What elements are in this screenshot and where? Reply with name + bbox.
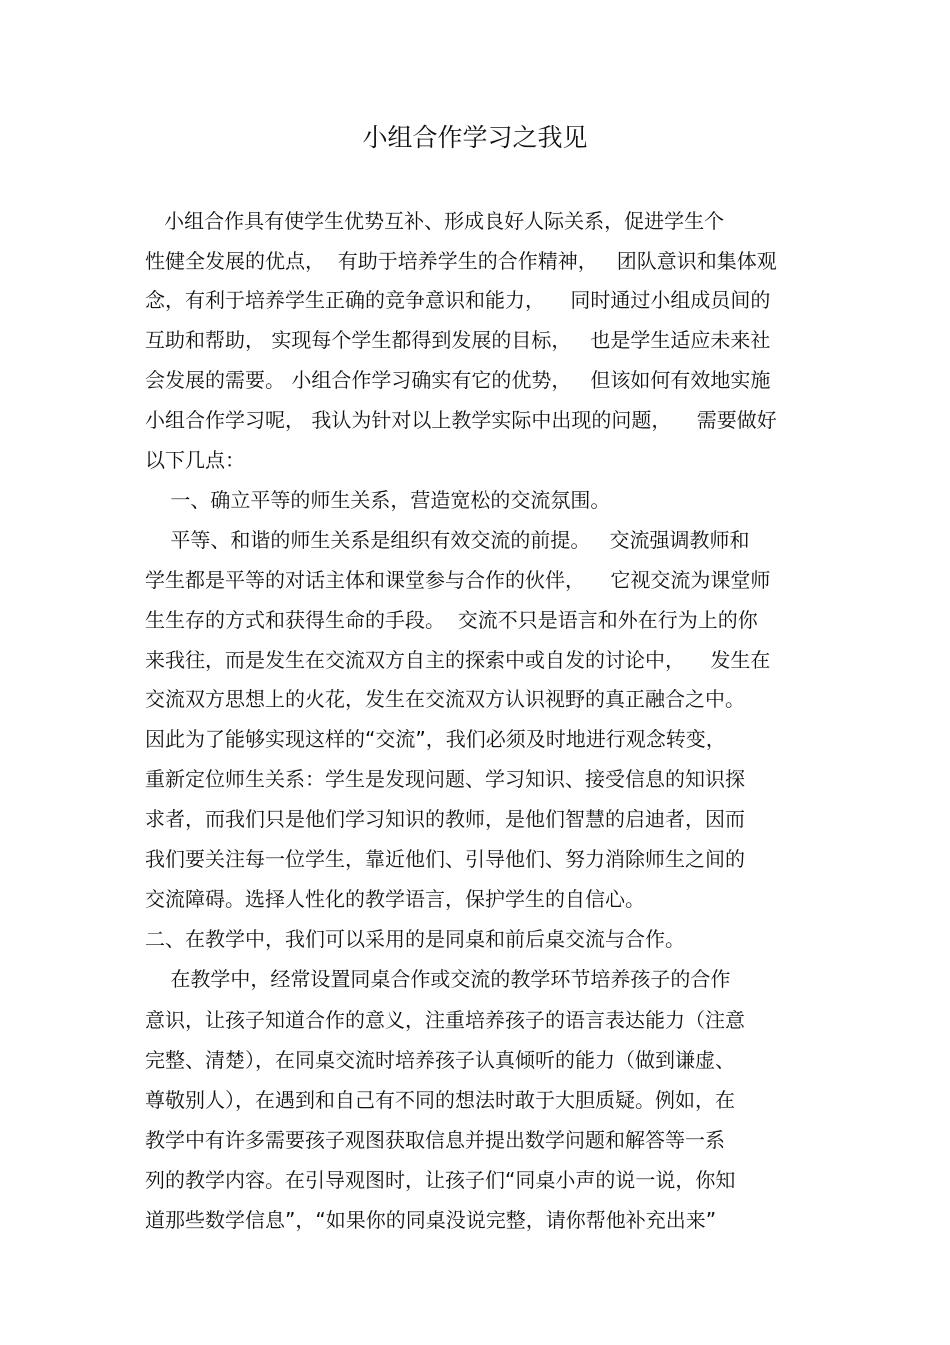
text-line: 因此为了能够实现这样的“交流”，我们必须及时地进行观念转变， bbox=[145, 727, 726, 751]
section-heading: 一、确立平等的师生关系，营造宽松的交流氛围。 bbox=[145, 488, 611, 512]
text-line: 来我往，而是发生在交流双方自主的探索中或自发的讨论中， 发生在 bbox=[145, 648, 771, 672]
text-line: 交流障碍。选择人性化的教学语言，保护学生的自信心。 bbox=[145, 887, 645, 911]
text-line: 念，有利于培养学生正确的竞争意识和能力， 同时通过小组成员间的 bbox=[145, 288, 771, 312]
text-line: 意识，让孩子知道合作的意义，注重培养孩子的语言表达能力（注意 bbox=[145, 1008, 745, 1032]
text-line: 小组合作学习呢， 我认为针对以上教学实际中出现的问题， 需要做好 bbox=[145, 408, 777, 432]
text-line: 完整、清楚），在同桌交流时培养孩子认真倾听的能力（做到谦虚、 bbox=[145, 1048, 735, 1072]
text-line: 平等、和谐的师生关系是组织有效交流的前提。 交流强调教师和 bbox=[145, 528, 750, 552]
text-line: 教学中有许多需要孩子观图获取信息并提出数学问题和解答等一系 bbox=[145, 1128, 725, 1152]
text-line: 生生存的方式和获得生命的手段。 交流不只是语言和外在行为上的你 bbox=[145, 608, 758, 632]
text-line: 小组合作具有使学生优势互补、形成良好人际关系，促进学生个 bbox=[145, 209, 725, 233]
text-line: 列的教学内容。在引导观图时，让孩子们“同桌小声的说一说，你知 bbox=[145, 1168, 736, 1192]
text-line: 在教学中，经常设置同桌合作或交流的教学环节培养孩子的合作 bbox=[145, 967, 731, 991]
document-title: 小组合作学习之我见 bbox=[362, 123, 588, 152]
text-line: 求者，而我们只是他们学习知识的教师，是他们智慧的启迪者，因而 bbox=[145, 807, 745, 831]
text-line: 我们要关注每一位学生，靠近他们、引导他们、努力消除师生之间的 bbox=[145, 847, 745, 871]
text-line: 以下几点： bbox=[145, 448, 245, 472]
section-heading: 二、在教学中，我们可以采用的是同桌和前后桌交流与合作。 bbox=[145, 927, 685, 951]
text-line: 学生都是平等的对话主体和课堂参与合作的伙伴， 它视交流为课堂师 bbox=[145, 568, 771, 592]
text-line: 性健全发展的优点， 有助于培养学生的合作精神， 团队意识和集体观 bbox=[145, 249, 777, 273]
text-line: 尊敬别人），在遇到和自己有不同的想法时敢于大胆质疑。例如，在 bbox=[145, 1088, 735, 1112]
text-line: 会发展的需要。 小组合作学习确实有它的优势， 但该如何有效地实施 bbox=[145, 368, 771, 392]
text-line: 道那些数学信息”，“如果你的同桌没说完整，请你帮他补充出来” bbox=[145, 1208, 717, 1232]
text-line: 交流双方思想上的火花，发生在交流双方认识视野的真正融合之中。 bbox=[145, 687, 745, 711]
text-line: 互助和帮助， 实现每个学生都得到发展的目标， 也是学生适应未来社 bbox=[145, 328, 771, 352]
text-line: 重新定位师生关系：学生是发现问题、学习知识、接受信息的知识探 bbox=[145, 767, 745, 791]
